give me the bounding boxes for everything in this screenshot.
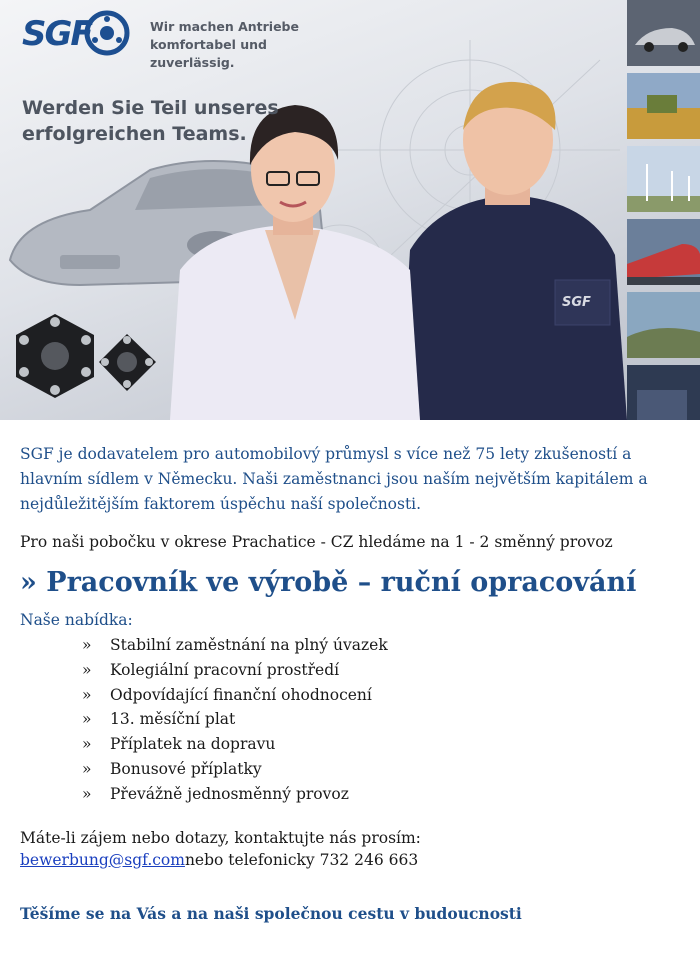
location-text: Pro naši pobočku v okrese Prachatice - CZ hledáme na 1 - 2 směnný provoz [20,533,613,551]
bullet-icon: » [82,710,92,729]
list-item: » Příplatek na dopravu [82,732,680,757]
logo-wheel-icon [84,10,130,56]
list-item: » Bonusové příplatky [82,757,680,782]
list-item: » Převážně jednosměnný provoz [82,782,680,807]
company-intro: SGF je dodavatelem pro automobilový průmysl s více než 75 lety zkušeností a hlavním sídlem v Německu. Naši zaměstnanci jsou naším největším kapitálem a nejdůležitějším faktorem úspěchu naší společnosti. [20,445,648,513]
bullet-icon: » [82,759,92,778]
benefits-list [20,633,680,807]
bullet-icon: » [82,685,92,704]
tagline-line-1: Wir machen Antriebe [150,19,299,34]
hexagon-coupling-image [10,310,100,400]
list-item: » Kolegiální pracovní prostředí [82,658,680,683]
closing-text: Těšíme se na Vás a na naši společnou cestu v budoucnosti [20,903,522,923]
tagline [150,18,350,72]
sports-car-thumbnail [627,0,700,66]
email-link[interactable]: bewerbung@sgf.com [20,850,185,869]
thumbnail-strip [627,0,700,420]
shirt-logo: SGF [562,295,591,310]
phone-text: nebo telefonicky 732 246 663 [184,850,419,869]
square-coupling-image [95,330,160,395]
list-item: » Odpovídající finanční ohodnocení [82,683,680,708]
tagline-line-2: komfortabel und zuverlässig. [150,37,267,70]
contact-text: Máte-li zájem nebo dotazy, kontaktujte nás prosím: [20,828,421,847]
job-ad-content [0,420,700,925]
wind-turbines-thumbnail [627,146,700,212]
industry-thumbnail [627,365,700,420]
hero-headline [22,95,282,147]
train-thumbnail [627,219,700,285]
hero-banner [0,0,700,420]
headline-line-1: Werden Sie Teil unseres [22,97,279,119]
harvester-thumbnail [627,73,700,139]
bullet-icon: » [82,660,92,679]
offer-heading: Naše nabídka: [20,611,133,629]
list-item: » 13. měsíční plat [82,707,680,732]
list-item: » Stabilní zaměstnání na plný úvazek [82,633,680,658]
job-title: » Pracovník ve výrobě – ruční opracování [20,567,637,598]
bullet-icon: » [82,784,92,803]
contact-block [20,827,680,871]
landscape-thumbnail [627,292,700,358]
logo-bar [0,0,625,70]
bullet-icon: » [82,735,92,754]
sgf-logo: SGF [22,14,92,54]
contact-line [20,849,680,871]
bullet-icon: » [82,636,92,654]
headline-line-2: erfolgreichen Teams. [22,123,247,145]
